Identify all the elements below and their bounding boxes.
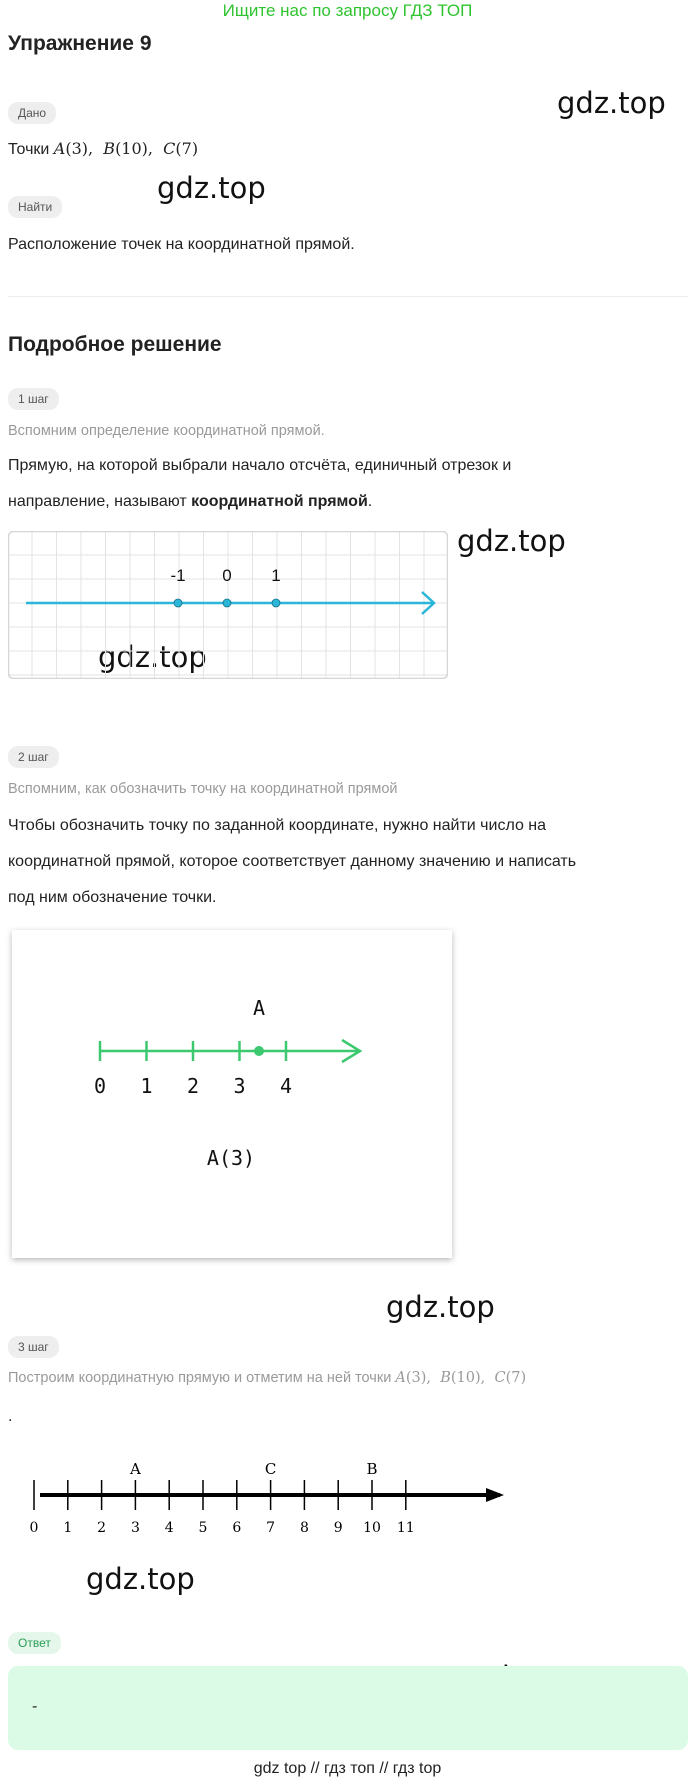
footer-separator: // (310, 1760, 320, 1777)
step1-hint: Вспомним определение координатной прямой. (8, 423, 325, 439)
point-minus1 (174, 599, 182, 607)
step1-text (8, 448, 688, 520)
point-a-caption: A(3) (206, 1146, 256, 1170)
tick-label: 0 (93, 1074, 107, 1098)
top-banner[interactable]: Ищите нас по запросу ГДЗ ТОП (222, 1, 473, 20)
tick-label: 0 (29, 1520, 39, 1536)
answer-box (8, 1666, 688, 1750)
step3-label: 3 шаг (8, 1336, 59, 1358)
point-c-letter: C (163, 139, 176, 158)
answer-text: - (32, 1698, 38, 1715)
footer-separator: // (379, 1760, 389, 1777)
point-a-marker (254, 1046, 264, 1056)
step1-bold-term: координатной прямой (191, 493, 368, 510)
answer-label: Ответ (8, 1632, 61, 1654)
tick-label: 7 (266, 1520, 276, 1536)
axis-arrow (486, 1488, 504, 1502)
solution-title: Подробное решение (8, 333, 222, 356)
point-label: B (366, 1460, 378, 1478)
watermark: gdz.top (457, 524, 566, 558)
tick-label: 3 (233, 1074, 246, 1098)
tick-label: 2 (97, 1520, 107, 1536)
point-a-label: A (252, 996, 266, 1020)
tick-label: 5 (198, 1520, 208, 1536)
given-prefix: Точки (8, 141, 50, 158)
tick-label: 9 (333, 1520, 343, 1536)
tick-label: 2 (186, 1074, 200, 1098)
point-b-value: (10) (115, 139, 148, 158)
tick-label: 1 (271, 566, 281, 585)
tick-label: 10 (363, 1520, 381, 1536)
tick-label: 8 (299, 1520, 309, 1536)
step1-label: 1 шаг (8, 388, 59, 410)
step1-line2: направление, называют координатной прямой. (8, 493, 373, 510)
step3-figure (20, 1440, 520, 1550)
watermark: gdz.top (157, 171, 266, 205)
step2-text (8, 808, 688, 916)
tick-label: 4 (279, 1074, 293, 1098)
tick-label: -1 (170, 566, 186, 585)
divider (8, 296, 688, 297)
point-c-value: (7) (175, 139, 199, 158)
footer-links (0, 1760, 695, 1778)
given-points: Точки A(3), B(10), C(7) (8, 139, 199, 158)
exercise-title: Упражнение 9 (8, 32, 152, 55)
point-a-value: (3) (65, 139, 89, 158)
tick-label: 3 (130, 1520, 140, 1536)
point-label: C (264, 1460, 277, 1478)
point-b-letter: B (103, 139, 116, 158)
point-zero (223, 599, 231, 607)
step3-dot: . (8, 1408, 13, 1425)
tick-label: 0 (222, 566, 232, 585)
step1-figure (8, 531, 448, 679)
step2-line1: Чтобы обозначить точку по заданной координате, нужно найти число на (8, 817, 547, 834)
tick-group (30, 1480, 415, 1536)
step1-line1: Прямую, на которой выбрали начало отсчёта, единичный отрезок и (8, 457, 512, 474)
tick-label: 11 (396, 1520, 415, 1536)
tick-label: 6 (232, 1520, 242, 1536)
step2-label: 2 шаг (8, 746, 59, 768)
step2-line3: под ним обозначение точки. (8, 889, 217, 906)
watermark: gdz.top (86, 1562, 195, 1596)
tick-label: 1 (140, 1074, 153, 1098)
footer-link-1[interactable]: gdz top (253, 1760, 307, 1777)
watermark: gdz.top (557, 86, 666, 120)
footer-link-2[interactable]: гдз топ (324, 1760, 375, 1777)
find-text: Расположение точек на координатной прямой. (8, 236, 355, 253)
point-a-letter: A (53, 139, 66, 158)
watermark: gdz.top (386, 1290, 495, 1324)
tick-label: 1 (63, 1520, 73, 1536)
step3-hint: Построим координатную прямую и отметим на ней точки A(3), B(10), C(7) (8, 1370, 527, 1386)
step2-line2: координатной прямой, которое соответствует данному значению и написать (8, 853, 577, 870)
given-label: Дано (8, 102, 56, 124)
footer-link-3[interactable]: гдз top (392, 1760, 442, 1777)
find-label: Найти (8, 196, 62, 218)
tick-label: 4 (164, 1520, 174, 1536)
point-one (272, 599, 280, 607)
point-label: A (129, 1460, 141, 1478)
step2-figure (12, 930, 452, 1258)
step2-hint: Вспомним, как обозначить точку на координатной прямой (8, 781, 398, 797)
watermark: gdz.top (98, 640, 207, 674)
point-labels (129, 1460, 378, 1478)
